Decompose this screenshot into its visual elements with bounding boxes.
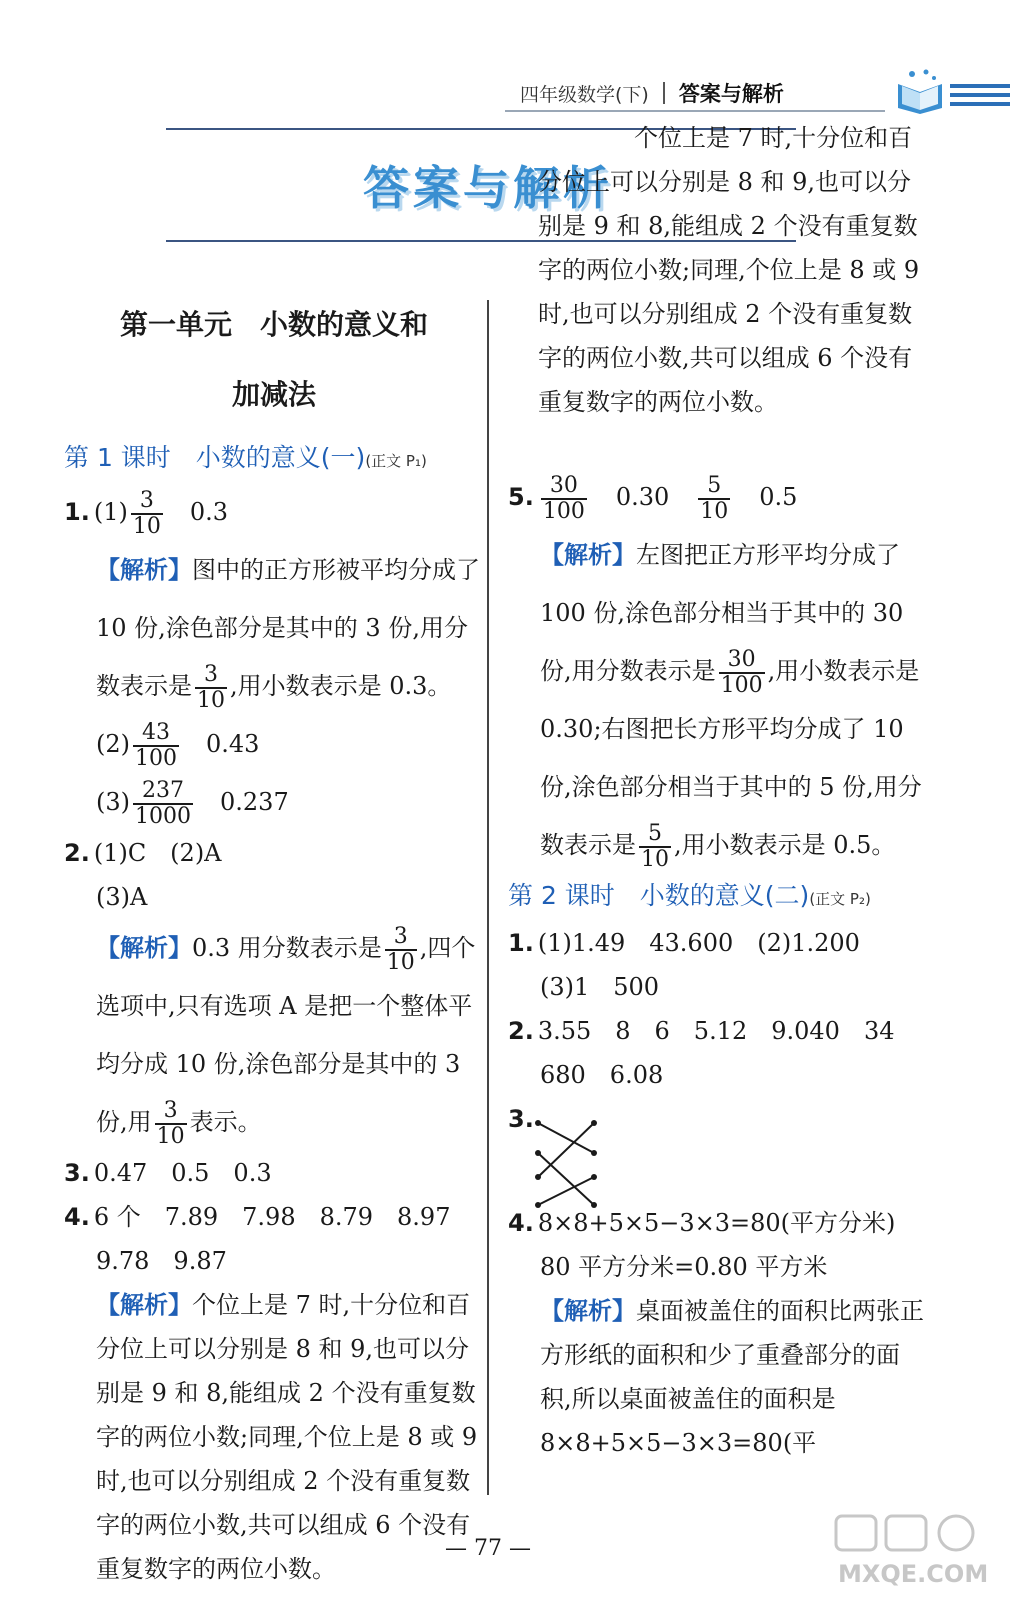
- l2-q3-answer: 3.: [508, 1097, 928, 1201]
- q2-answer-line2: (3)A: [96, 883, 148, 911]
- fraction: $\frac{30}{100}$: [720, 646, 763, 698]
- l2-q1-answer: 1. (1)1.49 43.600 (2)1.200: [508, 929, 860, 957]
- lesson-1-heading: [64, 436, 484, 483]
- q1-explanation: 【解析】图中的正方形被平均分成了 10 份,涂色部分是其中的 3 份,用分数表示是 $\frac{3}{10}$ ,用小数表示是 0.3。: [96, 556, 480, 713]
- q1-part1: 1. (1) $\frac{3}{10}$ 0.3: [64, 487, 228, 539]
- q4-explanation-cont: [508, 124, 928, 468]
- l2-q4-answer-line2: 80 平方分米=0.80 平方米: [540, 1253, 828, 1281]
- lesson-2-ref: (正文 P₂): [809, 890, 871, 908]
- fraction: $\frac{237}{1000}$: [135, 777, 191, 829]
- header-stripes: [950, 80, 1010, 110]
- lesson-2-title: 第 2 课时 小数的意义(二): [508, 881, 810, 910]
- q4-explanation-flow: 个位上是 7 时,十分位和百分位上可以分别是 8 和 9,也可以分别是 9 和 8,能组成 2 个没有重复数字的两位小数;同理,个位上是 8 或 9 时,也可以分别组成 2 个没有重复数字的两位小数,共可以组成 6 个没有重复数字的两位小数。: [538, 124, 920, 416]
- q1-part2: (2) $\frac{43}{100}$ 0.43: [96, 719, 260, 771]
- q2-explanation: 【解析】0.3 用分数表示是 $\frac{3}{10}$ ,四个选项中,只有选项 A 是把一个整体平均分成 10 份,涂色部分是其中的 3 份,用 $\frac{3}{10}$ 表示。: [96, 923, 476, 1149]
- jiexi-label: 【解析】: [540, 1297, 636, 1325]
- jiexi-label: 【解析】: [540, 541, 636, 569]
- svg-text:MXQE.COM: MXQE.COM: [838, 1560, 989, 1588]
- jiexi-label: 【解析】: [96, 934, 192, 962]
- page-number: — 77 —: [445, 1536, 531, 1561]
- watermark-logo: [830, 1510, 1010, 1590]
- q4-answer-line2: 9.78 9.87: [96, 1247, 227, 1275]
- fraction: $\frac{30}{100}$: [542, 472, 585, 524]
- fraction: $\frac{43}{100}$: [135, 719, 177, 771]
- header-section: 答案与解析: [678, 82, 784, 106]
- unit-title-line-2: 加减法: [231, 378, 316, 411]
- l2-q2-answer: 2. 3.55 8 6 5.12 9.040 34: [508, 1017, 895, 1045]
- fraction: $\frac{5}{10}$: [641, 820, 669, 872]
- q4-explanation-text: 个位上是 7 时,十分位和百分位上可以分别是 8 和 9,也可以分别是 9 和 8,能组成 2 个没有重复数字的两位小数;同理,个位上是 8 或 9 时,也可以分别组成 2 个没有重复数字的两位小数,共可以组成 6 个没有重复数字的两位小数。: [96, 1291, 478, 1583]
- book-icon: [890, 66, 950, 114]
- q5-answer: 5. $\frac{30}{100}$ 0.30 $\frac{5}{10}$ 0.5: [508, 472, 798, 524]
- fraction: $\frac{5}{10}$: [700, 472, 729, 524]
- q4-answer: 4. 6 个 7.89 7.98 8.79 8.97: [64, 1203, 451, 1231]
- jiexi-label: 【解析】: [96, 556, 192, 584]
- q3-answer: 3. 0.47 0.5 0.3: [64, 1159, 272, 1187]
- lesson-1-ref: (正文 P₁): [365, 452, 427, 470]
- header-underline: [505, 110, 885, 112]
- column-divider: [487, 300, 489, 1495]
- unit-title-line-1: 第一单元 小数的意义和: [119, 308, 428, 341]
- lesson-2-heading: [508, 874, 928, 921]
- right-column: [508, 124, 928, 1465]
- fraction: $\frac{3}{10}$: [386, 923, 415, 975]
- unit-title: [64, 290, 484, 430]
- l2-q2-answer-line2: 680 6.08: [540, 1061, 664, 1089]
- fraction: $\frac{3}{10}$: [156, 1097, 185, 1149]
- matching-lines-diagram: [534, 1119, 600, 1211]
- jiexi-label: 【解析】: [96, 1291, 192, 1319]
- page-title: 答案与解析: [363, 161, 613, 215]
- lesson-1-title: 第 1 课时 小数的意义(一): [64, 443, 366, 472]
- header-separator: [663, 82, 665, 104]
- q2-answer: 2. (1)C (2)A: [64, 839, 222, 867]
- l2-q1-answer-line2: (3)1 500: [540, 973, 660, 1001]
- q1-part3: (3) $\frac{237}{1000}$ 0.237: [96, 777, 289, 829]
- l2-q4-answer: 4. 8×8+5×5−3×3=80(平方分米): [508, 1209, 896, 1237]
- fraction: $\frac{3}{10}$: [197, 661, 225, 713]
- fraction: $\frac{3}{10}$: [132, 487, 161, 539]
- q4-explanation-start: [64, 1283, 484, 1583]
- q5-explanation: 【解析】左图把正方形平均分成了 100 份,涂色部分相当于其中的 30 份,用分数表示是 $\frac{30}{100}$ ,用小数表示是0.30;右图把长方形平均分成了 10 份,涂色部分相当于其中的 5 份,用分数表示是 $\frac{5}{10}$ ,用小数表示是 0.5。: [540, 541, 922, 872]
- running-header: [520, 78, 784, 108]
- left-column: [64, 290, 484, 1583]
- l2-q4-explanation: 【解析】桌面被盖住的面积比两张正方形纸的面积和少了重叠部分的面积,所以桌面被盖住的面积是 8×8+5×5−3×3=80(平: [540, 1297, 924, 1457]
- header-grade: 四年级数学(下): [520, 83, 649, 106]
